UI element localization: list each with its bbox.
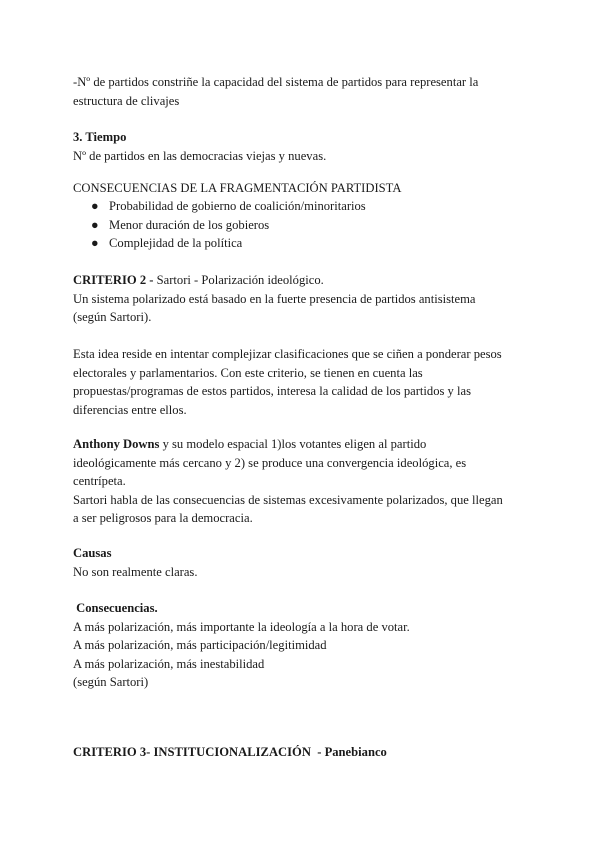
text-line: Nº de partidos en las democracias viejas y nuevas. bbox=[73, 148, 327, 163]
text-line: ideológicamente más cercano y 2) se produce una convergencia ideológica, es bbox=[73, 455, 467, 470]
text-line: No son realmente claras. bbox=[73, 564, 198, 579]
text-line: (según Sartori) bbox=[73, 675, 149, 690]
consecuencias-section bbox=[73, 599, 543, 692]
criterio-2-heading bbox=[73, 271, 543, 290]
text-line: a ser peligrosos para la democracia. bbox=[73, 511, 253, 526]
text-line: electorales y parlamentarios. Con este criterio, se tienen en cuenta las bbox=[73, 365, 423, 380]
list-item-text: Complejidad de la política bbox=[109, 236, 243, 251]
text-line: A más polarización, más inestabilidad bbox=[73, 656, 265, 671]
section-heading: CRITERIO 3- INSTITUCIONALIZACIÓN - Panebianco bbox=[73, 745, 387, 759]
text-line: Esta idea reside en intentar complejizar clasificaciones que se ciñen a ponderar pesos bbox=[73, 347, 502, 361]
bullet-icon: ● bbox=[91, 199, 99, 213]
text-line: diferencias entre ellos. bbox=[73, 402, 187, 417]
downs-first-line bbox=[73, 435, 543, 454]
section-heading: CONSECUENCIAS DE LA FRAGMENTACIÓN PARTIDISTA bbox=[73, 181, 402, 195]
list-item-text: Probabilidad de gobierno de coalición/minoritarios bbox=[109, 199, 366, 213]
idea-paragraph bbox=[73, 345, 543, 419]
text-line: Sartori habla de las consecuencias de sistemas excesivamente polarizados, que llegan bbox=[73, 492, 503, 507]
criterio-3 bbox=[73, 743, 543, 762]
text-line: A más polarización, más participación/legitimidad bbox=[73, 638, 327, 653]
list-item bbox=[73, 216, 543, 235]
section-3 bbox=[73, 128, 543, 165]
text-run: y su modelo espacial 1)los votantes eligen al partido bbox=[159, 437, 427, 451]
text-line: (según Sartori). bbox=[73, 310, 152, 325]
list-item-text: Menor duración de los gobieros bbox=[109, 217, 270, 232]
criterio-2 bbox=[73, 271, 543, 327]
section-heading: Consecuencias. bbox=[73, 601, 158, 615]
section-heading: 3. Tiempo bbox=[73, 130, 127, 144]
consequences-heading bbox=[73, 179, 543, 198]
bullet-icon: ● bbox=[91, 236, 99, 251]
consequences-list bbox=[73, 197, 543, 253]
list-item bbox=[73, 197, 543, 216]
text-line: centrípeta. bbox=[73, 474, 126, 489]
intro-paragraph bbox=[73, 73, 543, 110]
text-line: -Nº de partidos constriñe la capacidad del sistema de partidos para representar la bbox=[73, 75, 479, 89]
text-line: propuestas/programas de estos partidos, interesa la calidad de los partidos y las bbox=[73, 384, 471, 399]
causas-section bbox=[73, 544, 543, 581]
author-name: Anthony Downs bbox=[73, 437, 160, 451]
bullet-icon: ● bbox=[91, 217, 99, 232]
criterio-label: CRITERIO 2 - bbox=[73, 273, 154, 287]
text-line: estructura de clivajes bbox=[73, 93, 180, 108]
criterio-title: Sartori - Polarización ideológico. bbox=[153, 273, 324, 287]
text-line: Un sistema polarizado está basado en la fuerte presencia de partidos antisistema bbox=[73, 291, 476, 306]
downs-paragraph bbox=[73, 435, 543, 528]
list-item bbox=[73, 234, 543, 253]
text-line: A más polarización, más importante la ideología a la hora de votar. bbox=[73, 619, 410, 634]
section-heading: Causas bbox=[73, 546, 112, 560]
